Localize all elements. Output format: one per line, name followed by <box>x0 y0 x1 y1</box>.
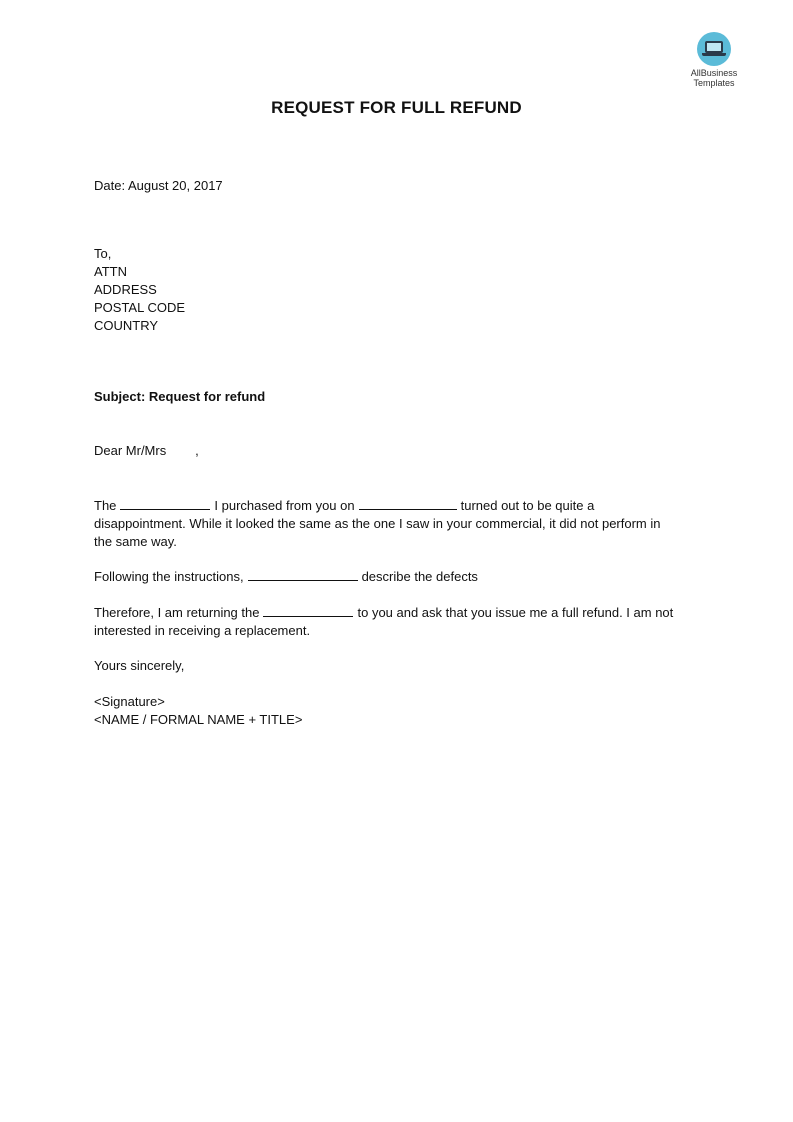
paragraph-1-part-1: The <box>94 498 117 513</box>
paragraph-1 <box>94 496 706 551</box>
letter-subject: Subject: Request for refund <box>94 389 266 404</box>
paragraph-2 <box>94 567 706 586</box>
logo-text <box>676 68 752 88</box>
paragraph-2-part-1: Following the instructions, <box>94 569 244 584</box>
paragraph-3-part-2: to you and ask that you issue me a full refund. I am not <box>357 605 674 620</box>
blank-returned-item-field[interactable] <box>263 603 353 617</box>
recipient-attn: ATTN <box>94 264 127 279</box>
signature-block <box>94 693 302 729</box>
paragraph-2-part-2: describe the defects <box>361 569 478 584</box>
brand-logo <box>676 32 752 88</box>
recipient-country: COUNTRY <box>94 318 159 333</box>
recipient-to: To, <box>94 246 112 261</box>
paragraph-1-line-3: the same way. <box>94 534 177 549</box>
blank-instructions-field[interactable] <box>248 567 358 581</box>
paragraph-3 <box>94 603 706 640</box>
recipient-postal-code: POSTAL CODE <box>94 300 186 315</box>
paragraph-3-line-2: interested in receiving a replacement. <box>94 623 311 638</box>
blank-product-field[interactable] <box>120 496 210 510</box>
paragraph-3-part-1: Therefore, I am returning the <box>94 605 260 620</box>
paragraph-1-part-3: turned out to be quite a <box>460 498 595 513</box>
closing: Yours sincerely, <box>94 658 185 673</box>
recipient-address: ADDRESS <box>94 282 157 297</box>
paragraph-1-part-2: I purchased from you on <box>214 498 355 513</box>
logo-line-1: AllBusiness <box>690 68 738 78</box>
letter-date: Date: August 20, 2017 <box>94 178 223 193</box>
recipient-block <box>94 245 185 335</box>
name-title-placeholder: <NAME / FORMAL NAME + TITLE> <box>94 712 303 727</box>
blank-date-field[interactable] <box>359 496 457 510</box>
document-title: REQUEST FOR FULL REFUND <box>271 98 522 117</box>
laptop-icon <box>697 32 731 66</box>
logo-line-2: Templates <box>693 78 735 88</box>
salutation: Dear Mr/Mrs , <box>94 443 199 458</box>
paragraph-1-line-2: disappointment. While it looked the same as the one I saw in your commercial, it did not perform in <box>94 516 661 531</box>
signature-placeholder: <Signature> <box>94 694 165 709</box>
